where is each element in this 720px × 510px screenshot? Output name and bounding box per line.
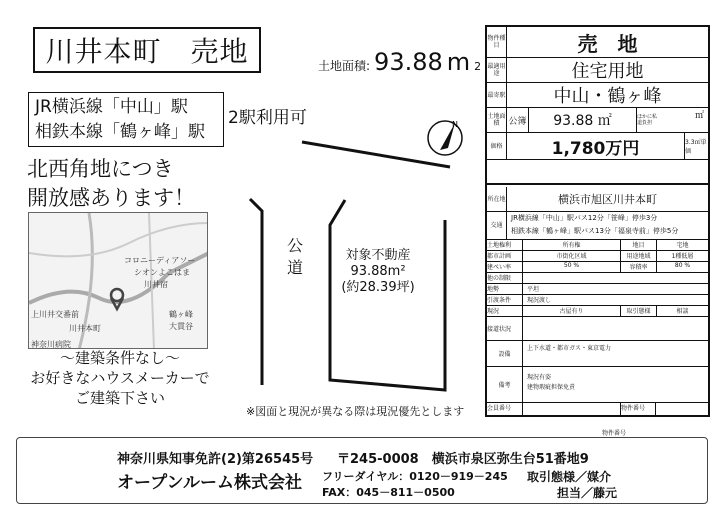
spec-4-1: 平坦	[527, 286, 540, 293]
catch-line-2: 開放感あります！	[27, 186, 195, 210]
remark-head: 備考	[487, 367, 523, 402]
row-traffic	[487, 212, 708, 240]
spec-row-1	[487, 251, 708, 262]
footer-company-info	[16, 437, 708, 504]
page-title: 川井本町 売地	[33, 27, 261, 73]
hd-type: 物件種目	[487, 27, 507, 57]
val-price: 1,780万円	[551, 138, 640, 159]
catch-line-1: 北西角地につき	[27, 157, 174, 181]
row-price	[487, 133, 708, 160]
plan-target: 対象不動産	[345, 248, 411, 263]
facility-head: 設備	[487, 341, 523, 366]
land-area-sup: 2	[474, 60, 482, 73]
val-area: 93.88 ㎡	[553, 113, 612, 129]
hd-price: 価格	[487, 133, 507, 159]
spec-6-1: 古屋有り	[559, 308, 584, 315]
map-label-1: シオンよこはま	[134, 268, 190, 277]
hd-private-road: ほかに私道負担	[636, 108, 658, 132]
remarks	[523, 367, 708, 402]
spec-6-2: 取引態様	[620, 306, 656, 316]
row-use	[487, 58, 708, 83]
spec-0-0: 土地権利	[487, 240, 523, 250]
land-area-label: 土地面積:	[318, 59, 371, 73]
spec-3-1	[523, 273, 708, 283]
spec-0-2: 地目	[620, 240, 656, 250]
spec-0-3: 宅地	[656, 240, 708, 250]
company-name: オープンルーム株式会社	[117, 473, 303, 493]
spec-1-2: 用途地域	[620, 251, 656, 261]
spec-2-3: 80 %	[656, 262, 708, 272]
hd-station: 最寄駅	[487, 83, 507, 107]
map-label-0: コロニーディアソー	[124, 256, 196, 265]
license: 神奈川県知事免許(2)第26545号	[117, 452, 314, 467]
map-label-6: 鶴ヶ峰	[169, 310, 193, 319]
row-address	[487, 187, 708, 212]
hd-use: 最適用途	[487, 58, 507, 82]
land-area-value: 93.88	[374, 48, 443, 76]
spec-0-1: 所有権	[562, 242, 581, 249]
north-label: N	[452, 120, 458, 129]
land-area-unit: m	[446, 48, 471, 76]
plan-tsubo: (約28.39坪)	[341, 280, 415, 295]
catch-copy	[27, 155, 195, 213]
map-label-5: 神奈川病院	[31, 340, 71, 349]
cond-line-1: ～建築条件なし～	[59, 349, 180, 367]
cond-line-2: お好きなハウスメーカーで	[30, 369, 210, 387]
traffic-2: 相鉄本線「鶴ヶ峰」駅バス13分「福泉寺前」停歩5分	[511, 227, 679, 235]
spec-2-2: 容積率	[620, 262, 656, 272]
deal-type: 取引態様／媒介	[527, 470, 612, 484]
lot-plan-text	[318, 248, 438, 296]
station-line-2: 相鉄本線「鶴ヶ峰」駅	[35, 122, 205, 142]
traffic-1: JR横浜線「中山」駅バス12分「笹峰」停歩3分	[511, 214, 658, 222]
row-blank	[487, 160, 708, 185]
cond-line-3: ご建築下さい	[74, 389, 165, 407]
member-no: 会員番号	[487, 403, 523, 415]
spec-row-4	[487, 284, 708, 295]
spec-6-0: 現況	[487, 306, 523, 316]
val-use: 住宅用地	[571, 61, 644, 82]
spec-3-0: 他の制限	[487, 273, 523, 283]
val-area-kind: 公簿	[507, 108, 529, 132]
road-head: 接道状況	[487, 317, 523, 340]
row-station	[487, 83, 708, 108]
current-priority-note: ※図面と現況が異なる際は現況優先とします	[246, 405, 465, 418]
map-label-4: 川井本町	[69, 324, 101, 333]
val-address: 横浜市旭区川井本町	[558, 193, 657, 206]
property-spec-table	[485, 25, 710, 417]
hd-address: 所在地	[487, 187, 507, 211]
north-arrow-icon	[425, 118, 465, 158]
spec-row-0	[487, 240, 708, 251]
spec-rows	[487, 240, 708, 415]
hd-area: 土地面積	[487, 108, 507, 132]
two-station-note: 2駅利用可	[228, 108, 307, 128]
spec-facility	[487, 341, 708, 367]
hd-traffic: 交通	[487, 212, 507, 239]
row-type	[487, 27, 708, 58]
property-no: 物件番号	[620, 403, 656, 415]
map-pin-icon	[111, 289, 123, 309]
spec-6-3: 相談	[656, 306, 708, 316]
spec-road	[487, 317, 708, 341]
map-label-7: 大貫谷	[169, 322, 193, 331]
spec-1-1: 市街化区域	[556, 253, 587, 260]
road-label: 公道	[286, 236, 303, 277]
spec-2-1: 50 %	[563, 262, 580, 269]
remark-1: 現況有姿	[527, 374, 552, 381]
postal-address: 〒245-0008 横浜市泉区弥生台51番地9	[337, 452, 589, 467]
station-box	[28, 92, 224, 147]
spec-5-1: 現況渡し	[527, 297, 552, 304]
plan-area: 93.88m²	[350, 264, 406, 279]
bottom-property-code: 物件番号	[602, 430, 627, 437]
private-road-unit: ㎡	[694, 111, 704, 121]
map-label-2: 川井宿	[144, 280, 168, 289]
building-conditions	[20, 348, 220, 408]
tsubo-price-head: 3.3㎡単価	[684, 133, 708, 159]
spec-4-0: 地勢	[487, 284, 523, 294]
val-type: 売 地	[577, 31, 638, 56]
remark-2: 建物瑕疵担保免責	[527, 384, 576, 391]
spec-row-2	[487, 262, 708, 273]
row-area	[487, 108, 708, 133]
fax: FAX：045－811－0500	[322, 486, 455, 499]
facility: 上下水道・都市ガス・東京電力	[527, 345, 612, 352]
map-label-3: 上川井交番前	[31, 310, 79, 319]
traffic-lines	[507, 212, 708, 239]
val-station: 中山・鶴ヶ峰	[553, 86, 662, 107]
spec-row-5	[487, 295, 708, 306]
spec-numbers	[487, 403, 708, 415]
land-area-heading	[318, 48, 481, 76]
spec-5-0: 引渡条件	[487, 295, 523, 305]
spec-2-0: 建ぺい率	[487, 262, 523, 272]
spec-1-3: 1種低層	[656, 251, 708, 261]
freedial: フリーダイヤル：0120－919－245	[322, 470, 508, 483]
spec-row-3	[487, 273, 708, 284]
staff: 担当／藤元	[557, 486, 618, 500]
spec-remark	[487, 367, 708, 403]
spec-1-0: 都市計画	[487, 251, 523, 261]
station-line-1: JR横浜線「中山」駅	[35, 97, 188, 117]
location-map	[28, 212, 208, 349]
spec-row-6	[487, 306, 708, 317]
